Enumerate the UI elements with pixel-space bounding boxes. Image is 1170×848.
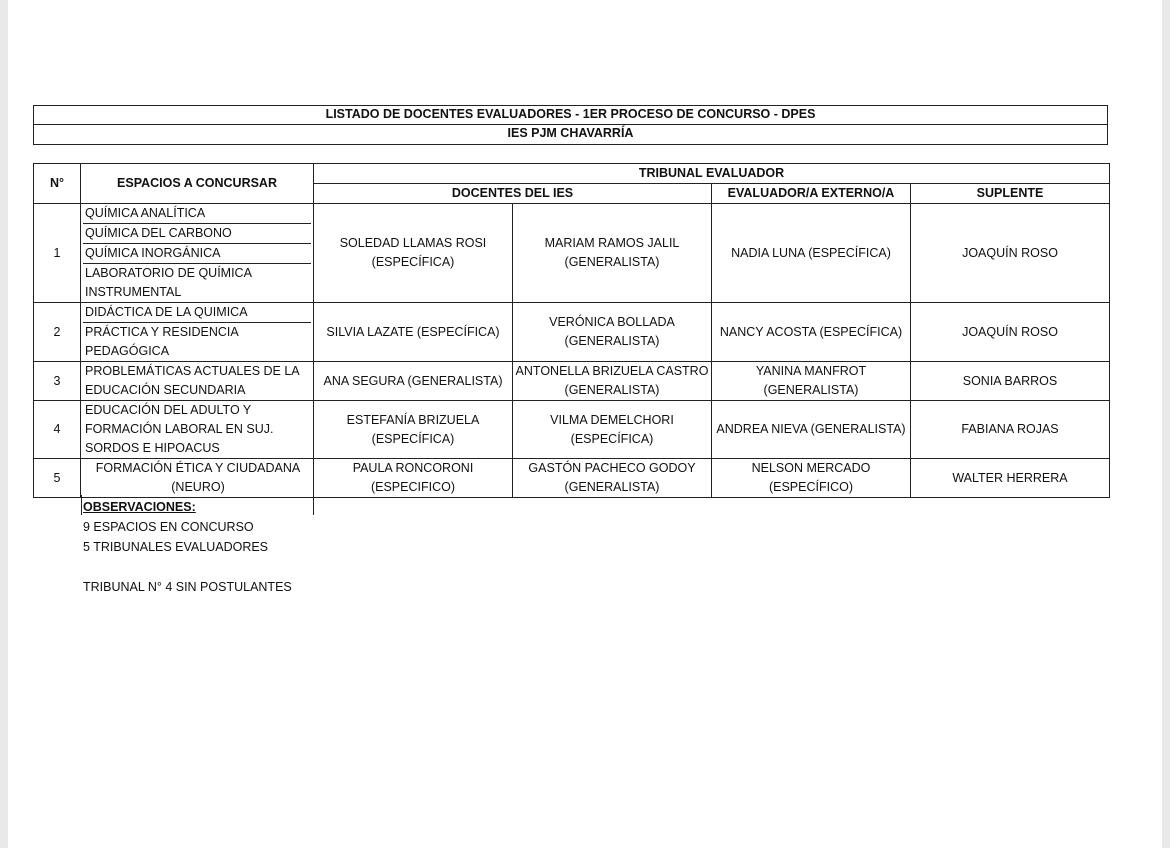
row-externo: NELSON MERCADO (ESPECÍFICO) xyxy=(712,459,911,498)
table-row xyxy=(34,362,1110,401)
row-externo: NADIA LUNA (ESPECÍFICA) xyxy=(712,204,911,303)
row-externo: YANINA MANFROT (GENERALISTA) xyxy=(712,362,911,401)
header-suplente: SUPLENTE xyxy=(911,184,1110,204)
header-num: N° xyxy=(34,164,81,204)
row-docente-1: ANA SEGURA (GENERALISTA) xyxy=(314,362,513,401)
row-externo: NANCY ACOSTA (ESPECÍFICA) xyxy=(712,303,911,362)
table-row xyxy=(34,303,1110,362)
row-spaces xyxy=(81,459,314,498)
row-docente-1: ESTEFANÍA BRIZUELA (ESPECÍFICA) xyxy=(314,401,513,459)
row-suplente: SONIA BARROS xyxy=(911,362,1110,401)
header-externo: EVALUADOR/A EXTERNO/A xyxy=(712,184,911,204)
row-docente-1: PAULA RONCORONI (ESPECIFICO) xyxy=(314,459,513,498)
row-docente-2: VILMA DEMELCHORI (ESPECÍFICA) xyxy=(513,401,712,459)
row-docente-2: MARIAM RAMOS JALIL (GENERALISTA) xyxy=(513,204,712,303)
row-docente-1: SILVIA LAZATE (ESPECÍFICA) xyxy=(314,303,513,362)
observations-border-left xyxy=(81,495,82,515)
row-spaces xyxy=(81,303,314,362)
observation-line: 9 ESPACIOS EN CONCURSO xyxy=(83,520,254,534)
header-docentes: DOCENTES DEL IES xyxy=(314,184,712,204)
space-item: QUÍMICA INORGÁNICA xyxy=(83,244,311,264)
observation-spacer xyxy=(83,557,313,577)
table-row xyxy=(34,401,1110,459)
evaluators-table xyxy=(33,163,1110,498)
space-item: PRÁCTICA Y RESIDENCIA PEDAGÓGICA xyxy=(85,325,239,358)
row-docente-1: SOLEDAD LLAMAS ROSI (ESPECÍFICA) xyxy=(314,204,513,303)
row-spaces xyxy=(81,362,314,401)
observations-block xyxy=(83,497,313,597)
institution-name: IES PJM CHAVARRÍA xyxy=(33,125,1108,145)
space-item: FORMACIÓN ÉTICA Y CIUDADANA (NEURO) xyxy=(95,461,301,494)
row-externo: ANDREA NIEVA (GENERALISTA) xyxy=(712,401,911,459)
table-row xyxy=(34,459,1110,498)
observation-line: TRIBUNAL N° 4 SIN POSTULANTES xyxy=(83,580,292,594)
row-suplente: WALTER HERRERA xyxy=(911,459,1110,498)
row-docente-2: VERÓNICA BOLLADA (GENERALISTA) xyxy=(513,303,712,362)
row-suplente: FABIANA ROJAS xyxy=(911,401,1110,459)
row-num: 4 xyxy=(34,401,81,459)
space-item: EDUCACIÓN DEL ADULTO Y FORMACIÓN LABORAL EN SUJ. SORDOS E HIPOACUS xyxy=(85,403,274,455)
row-num: 1 xyxy=(34,204,81,303)
observation-line: 5 TRIBUNALES EVALUADORES xyxy=(83,540,269,554)
row-spaces xyxy=(81,204,314,303)
space-item: QUÍMICA ANALÍTICA xyxy=(83,204,311,224)
space-item: LABORATORIO DE QUÍMICA INSTRUMENTAL xyxy=(85,266,252,299)
header-tribunal: TRIBUNAL EVALUADOR xyxy=(314,164,1110,184)
row-docente-2: GASTÓN PACHECO GODOY (GENERALISTA) xyxy=(513,459,712,498)
row-num: 5 xyxy=(34,459,81,498)
document-title: LISTADO DE DOCENTES EVALUADORES - 1ER PROCESO DE CONCURSO - DPES xyxy=(33,105,1108,125)
row-suplente: JOAQUÍN ROSO xyxy=(911,303,1110,362)
row-num: 2 xyxy=(34,303,81,362)
space-item: DIDÁCTICA DE LA QUIMICA xyxy=(83,303,311,323)
document-page xyxy=(8,0,1162,848)
row-num: 3 xyxy=(34,362,81,401)
observations-title: OBSERVACIONES: xyxy=(83,500,196,514)
space-item: QUÍMICA DEL CARBONO xyxy=(83,224,311,244)
header-spaces: ESPACIOS A CONCURSAR xyxy=(81,164,314,204)
row-spaces xyxy=(81,401,314,459)
row-suplente: JOAQUÍN ROSO xyxy=(911,204,1110,303)
observations-border-right xyxy=(313,495,314,515)
space-item: PROBLEMÁTICAS ACTUALES DE LA EDUCACIÓN SECUNDARIA xyxy=(85,364,299,397)
table-row xyxy=(34,204,1110,303)
row-docente-2: ANTONELLA BRIZUELA CASTRO (GENERALISTA) xyxy=(513,362,712,401)
